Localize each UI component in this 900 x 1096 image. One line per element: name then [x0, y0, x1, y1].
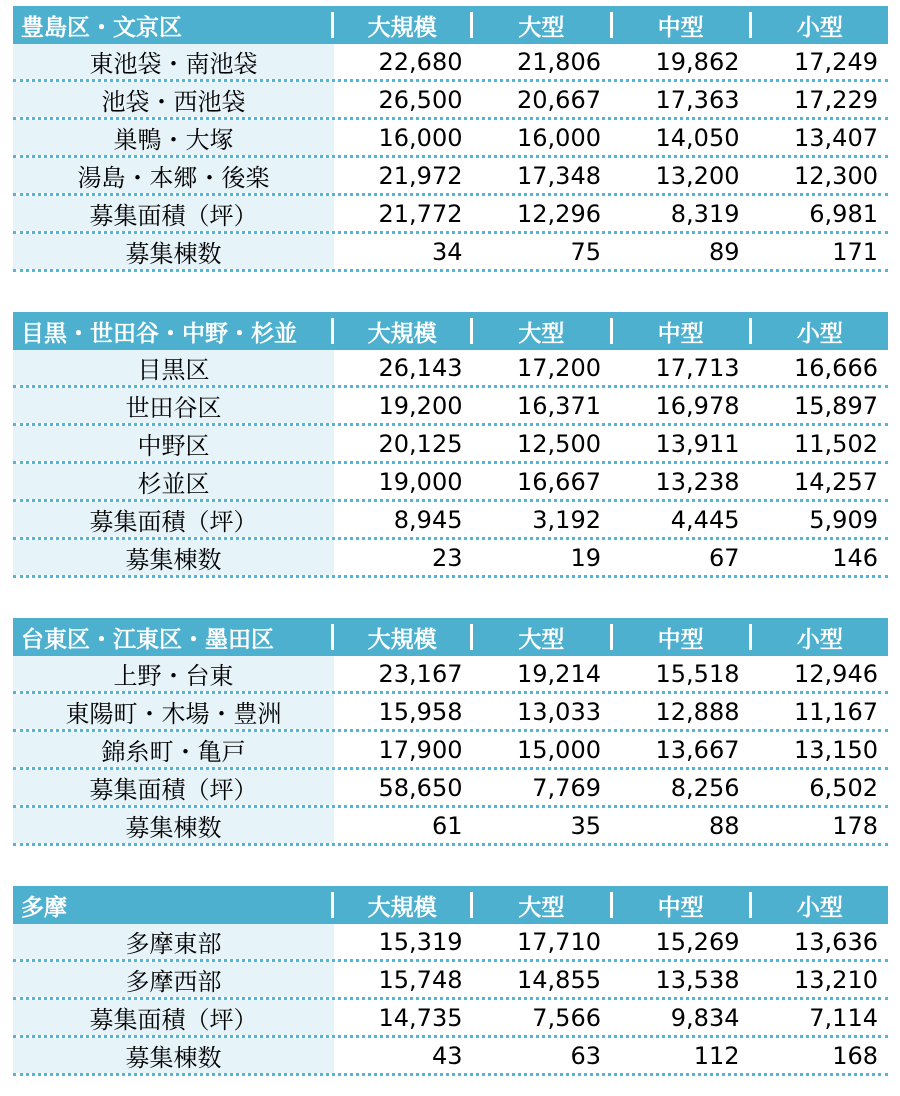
table-row	[13, 120, 888, 158]
col-header-medium: 中型	[657, 14, 704, 41]
table-row	[13, 770, 888, 808]
cell-value: 13,033	[517, 697, 601, 726]
cell-value: 43	[431, 1041, 463, 1070]
cell-value: 168	[832, 1041, 878, 1070]
table-row	[13, 924, 888, 962]
cell-value: 17,348	[517, 161, 601, 190]
cell-value: 61	[431, 811, 463, 840]
row-label: 錦糸町・亀戸	[13, 732, 334, 767]
cell-value: 7,769	[532, 773, 601, 802]
cell-value: 9,834	[670, 1003, 740, 1032]
cell-value: 112	[693, 1041, 740, 1070]
cell-value: 17,713	[655, 353, 740, 382]
cell-value: 11,502	[794, 429, 878, 458]
cell-value: 35	[570, 811, 601, 840]
cell-value: 6,981	[809, 199, 878, 228]
cell-value: 8,945	[393, 505, 463, 534]
col-header-large-scale: 大規模	[367, 320, 437, 347]
table-row	[13, 464, 888, 502]
cell-value: 17,363	[655, 85, 740, 114]
table-title: 多摩	[21, 894, 67, 921]
table-header	[13, 886, 888, 924]
table-title: 目黒・世田谷・中野・杉並	[21, 320, 297, 347]
cell-value: 12,300	[794, 161, 878, 190]
table-row	[13, 82, 888, 120]
cell-value: 19,862	[655, 47, 740, 76]
cell-value: 14,050	[655, 123, 740, 152]
cell-value: 178	[832, 811, 878, 840]
cell-value: 34	[431, 237, 463, 266]
table-row	[13, 1000, 888, 1038]
col-header-medium: 中型	[657, 894, 704, 921]
col-header-large: 大型	[518, 14, 565, 41]
cell-value: 21,806	[517, 47, 601, 76]
col-header-large-scale: 大規模	[367, 626, 437, 653]
cell-value: 20,125	[378, 429, 463, 458]
cell-value: 26,143	[378, 353, 463, 382]
cell-value: 13,200	[655, 161, 740, 190]
table-row	[13, 656, 888, 694]
row-label: 世田谷区	[13, 388, 334, 423]
table-row	[13, 694, 888, 732]
col-header-large: 大型	[518, 894, 565, 921]
table-row	[13, 732, 888, 770]
table-taito-koto-sumida	[13, 618, 888, 846]
row-label: 湯島・本郷・後楽	[13, 158, 334, 193]
row-label: 募集棟数	[13, 808, 334, 843]
row-label: 募集面積（坪）	[13, 770, 334, 805]
row-label: 募集面積（坪）	[13, 502, 334, 537]
cell-value: 19	[570, 543, 601, 572]
col-header-medium: 中型	[657, 626, 704, 653]
table-row	[13, 540, 888, 578]
cell-value: 4,445	[670, 505, 740, 534]
cell-value: 19,214	[517, 659, 601, 688]
table-header	[13, 618, 888, 656]
row-label: 募集面積（坪）	[13, 1000, 334, 1035]
table-row	[13, 426, 888, 464]
cell-value: 15,269	[655, 927, 740, 956]
cell-value: 13,150	[794, 735, 878, 764]
cell-value: 17,249	[794, 47, 878, 76]
cell-value: 11,167	[794, 697, 878, 726]
cell-value: 7,114	[809, 1003, 878, 1032]
cell-value: 15,958	[378, 697, 463, 726]
cell-value: 19,200	[378, 391, 463, 420]
cell-value: 15,000	[517, 735, 601, 764]
row-label: 巣鴨・大塚	[13, 120, 334, 155]
cell-value: 17,200	[517, 353, 601, 382]
cell-value: 14,257	[794, 467, 878, 496]
cell-value: 15,748	[378, 965, 463, 994]
table-title: 台東区・江東区・墨田区	[21, 626, 274, 653]
cell-value: 15,518	[655, 659, 740, 688]
table-header	[13, 312, 888, 350]
cell-value: 16,978	[655, 391, 740, 420]
cell-value: 20,667	[517, 85, 601, 114]
row-label: 中野区	[13, 426, 334, 461]
table-row	[13, 350, 888, 388]
cell-value: 8,256	[670, 773, 740, 802]
table-row	[13, 808, 888, 846]
table-row	[13, 234, 888, 272]
col-header-medium: 中型	[657, 320, 704, 347]
cell-value: 17,710	[517, 927, 601, 956]
cell-value: 13,538	[655, 965, 740, 994]
row-label: 募集棟数	[13, 234, 334, 269]
col-header-large-scale: 大規模	[367, 14, 437, 41]
col-header-large: 大型	[518, 626, 565, 653]
col-header-large-scale: 大規模	[367, 894, 437, 921]
cell-value: 15,319	[378, 927, 463, 956]
cell-value: 88	[708, 811, 740, 840]
cell-value: 16,371	[517, 391, 601, 420]
cell-value: 171	[832, 237, 878, 266]
cell-value: 16,666	[794, 353, 878, 382]
cell-value: 13,636	[794, 927, 878, 956]
cell-value: 16,000	[378, 123, 463, 152]
table-meguro-setagaya-nakano-suginami	[13, 312, 888, 578]
cell-value: 12,946	[794, 659, 878, 688]
table-tama	[13, 886, 888, 1076]
cell-value: 23	[431, 543, 463, 572]
cell-value: 7,566	[532, 1003, 601, 1032]
cell-value: 16,667	[517, 467, 601, 496]
cell-value: 14,855	[517, 965, 601, 994]
cell-value: 17,229	[794, 85, 878, 114]
cell-value: 13,210	[794, 965, 878, 994]
table-row	[13, 388, 888, 426]
col-header-small: 小型	[796, 320, 843, 347]
col-header-small: 小型	[796, 14, 843, 41]
row-label: 池袋・西池袋	[13, 82, 334, 117]
cell-value: 22,680	[378, 47, 463, 76]
cell-value: 16,000	[517, 123, 601, 152]
cell-value: 21,972	[378, 161, 463, 190]
row-label: 募集棟数	[13, 1038, 334, 1073]
col-header-large: 大型	[518, 320, 565, 347]
cell-value: 23,167	[378, 659, 463, 688]
cell-value: 67	[708, 543, 740, 572]
table-row	[13, 158, 888, 196]
row-label: 東池袋・南池袋	[13, 44, 334, 79]
cell-value: 6,502	[809, 773, 878, 802]
row-label: 目黒区	[13, 350, 334, 385]
row-label: 東陽町・木場・豊洲	[13, 694, 334, 729]
row-label: 多摩東部	[13, 924, 334, 959]
col-header-small: 小型	[796, 626, 843, 653]
cell-value: 26,500	[378, 85, 463, 114]
cell-value: 146	[832, 543, 878, 572]
cell-value: 75	[570, 237, 601, 266]
table-row	[13, 196, 888, 234]
cell-value: 12,888	[655, 697, 740, 726]
cell-value: 5,909	[809, 505, 878, 534]
cell-value: 8,319	[670, 199, 740, 228]
row-label: 募集面積（坪）	[13, 196, 334, 231]
cell-value: 15,897	[794, 391, 878, 420]
table-header	[13, 6, 888, 44]
cell-value: 21,772	[378, 199, 463, 228]
cell-value: 17,900	[378, 735, 463, 764]
col-header-small: 小型	[796, 894, 843, 921]
table-title: 豊島区・文京区	[21, 14, 182, 41]
cell-value: 12,296	[517, 199, 601, 228]
cell-value: 63	[570, 1041, 601, 1070]
cell-value: 12,500	[517, 429, 601, 458]
cell-value: 13,667	[655, 735, 740, 764]
table-row	[13, 502, 888, 540]
cell-value: 13,407	[794, 123, 878, 152]
row-label: 杉並区	[13, 464, 334, 499]
row-label: 多摩西部	[13, 962, 334, 997]
table-toshima-bunkyo	[13, 6, 888, 272]
cell-value: 13,238	[655, 467, 740, 496]
cell-value: 13,911	[655, 429, 740, 458]
cell-value: 14,735	[378, 1003, 463, 1032]
cell-value: 19,000	[378, 467, 463, 496]
row-label: 募集棟数	[13, 540, 334, 575]
cell-value: 58,650	[378, 773, 463, 802]
table-row	[13, 1038, 888, 1076]
cell-value: 89	[708, 237, 740, 266]
row-label: 上野・台東	[13, 656, 334, 691]
cell-value: 3,192	[532, 505, 601, 534]
table-row	[13, 962, 888, 1000]
table-row	[13, 44, 888, 82]
